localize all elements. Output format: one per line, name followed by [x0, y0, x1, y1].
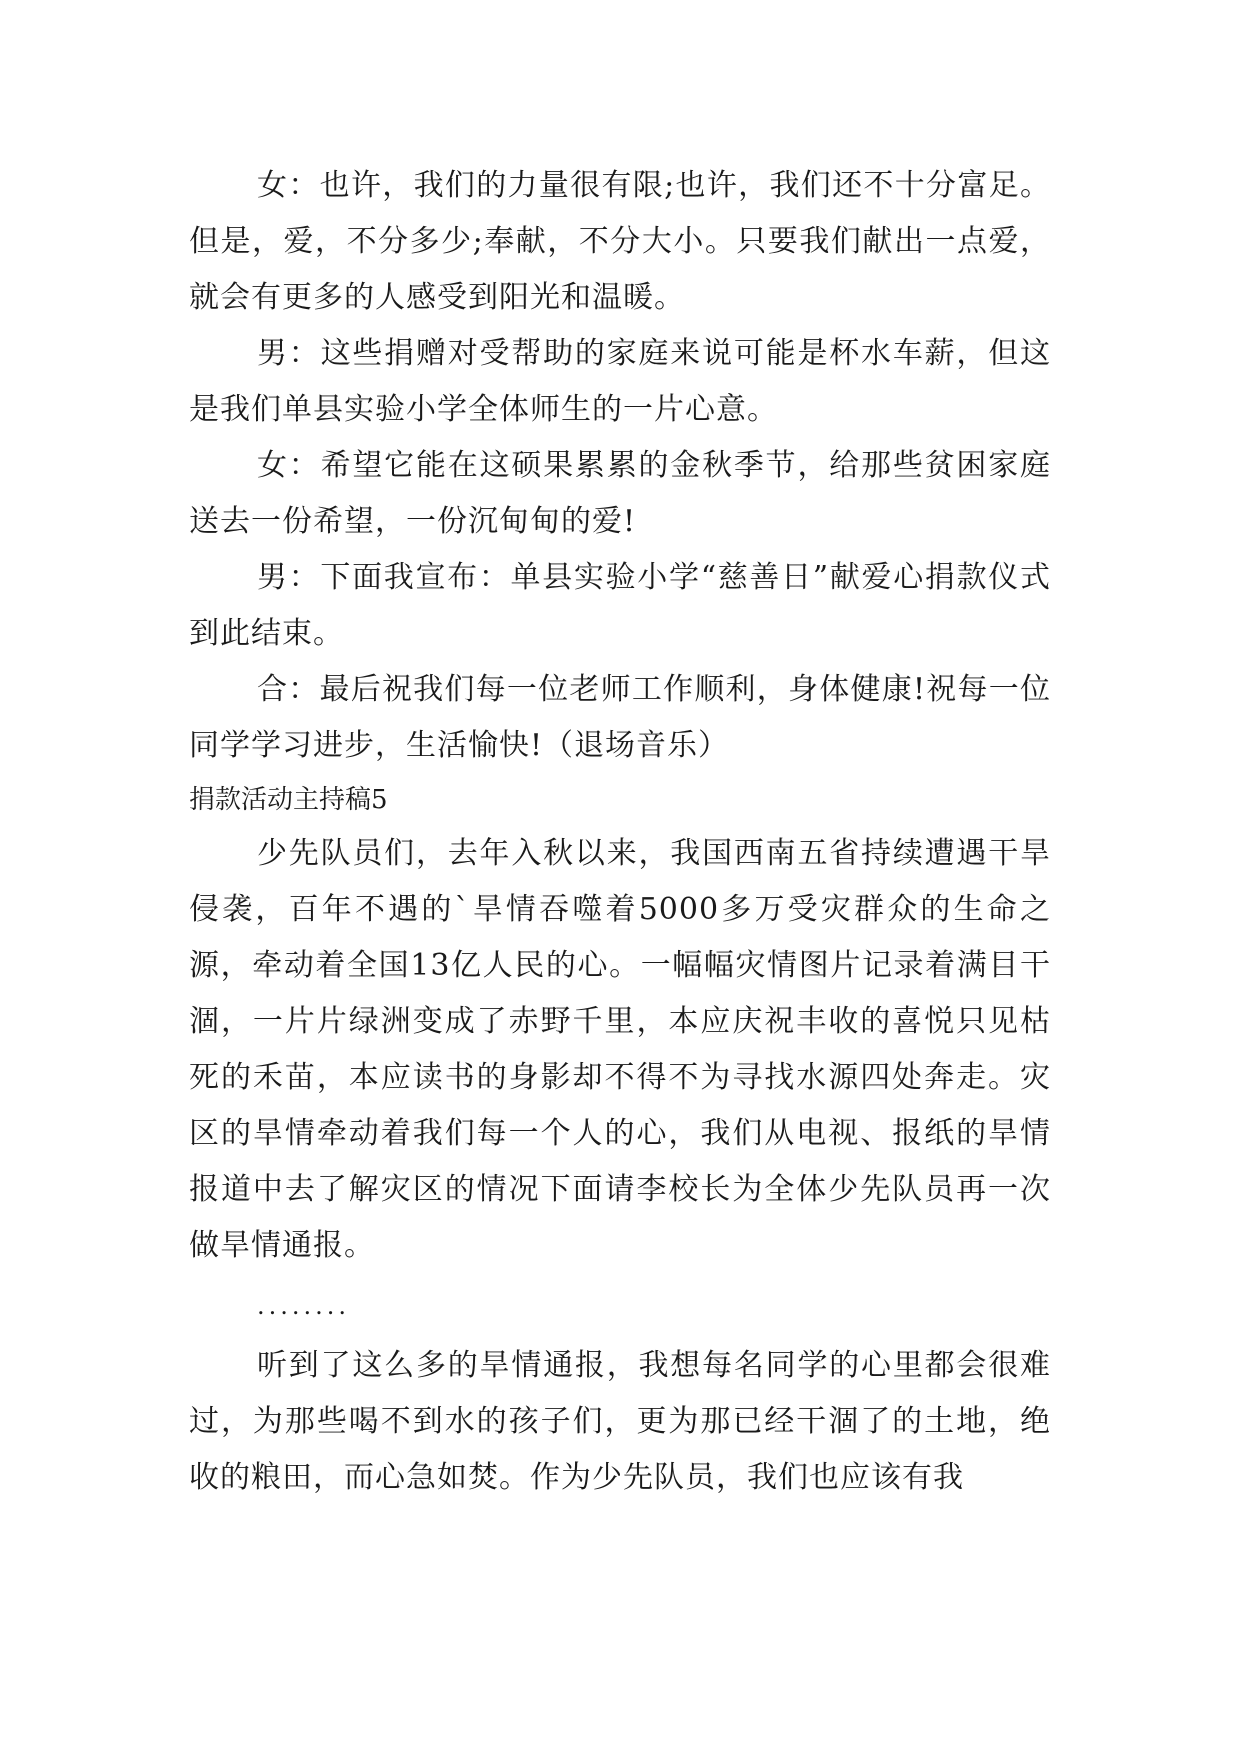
- document-body: [189, 158, 1051, 1506]
- paragraph-drought-intro: 少先队员们，去年入秋以来，我国西南五省持续遭遇干旱侵袭，百年不遇的`旱情吞噬着5000多万受灾群众的生命之源，牵动着全国13亿人民的心。一幅幅灾情图片记录着满目干涸，一片片绿洲变成了赤野千里，本应庆祝丰收的喜悦只见枯死的禾苗，本应读书的身影却不得不为寻找水源四处奔走。灾区的旱情牵动着我们每一个人的心，我们从电视、报纸的旱情报道中去了解灾区的情况下面请李校长为全体少先队员再一次做旱情通报。: [189, 836, 1051, 1263]
- paragraph-female-2: 女：希望它能在这硕果累累的金秋季节，给那些贫困家庭送去一份希望，一份沉甸甸的爱!: [189, 448, 1051, 539]
- section-title: 捐款活动主持稿5: [189, 785, 388, 815]
- paragraph-male-2: 男：下面我宣布：单县实验小学“慈善日”献爱心捐款仪式到此结束。: [189, 560, 1051, 651]
- paragraph-together: 合：最后祝我们每一位老师工作顺利，身体健康!祝每一位同学学习进步，生活愉快!（退场音乐）: [189, 672, 1051, 763]
- paragraph-female-1: 女：也许，我们的力量很有限;也许，我们还不十分富足。但是，爱，不分多少;奉献，不分大小。只要我们献出一点爱，就会有更多的人感受到阳光和温暖。: [189, 168, 1051, 315]
- paragraph-male-1: 男：这些捐赠对受帮助的家庭来说可能是杯水车薪，但这是我们单县实验小学全体师生的一片心意。: [189, 336, 1051, 427]
- paragraph-drought-response: 听到了这么多的旱情通报，我想每名同学的心里都会很难过，为那些喝不到水的孩子们，更为那已经干涸了的土地，绝收的粮田，而心急如焚。作为少先队员，我们也应该有我: [189, 1348, 1051, 1495]
- ellipsis-marker: ........: [257, 1292, 351, 1320]
